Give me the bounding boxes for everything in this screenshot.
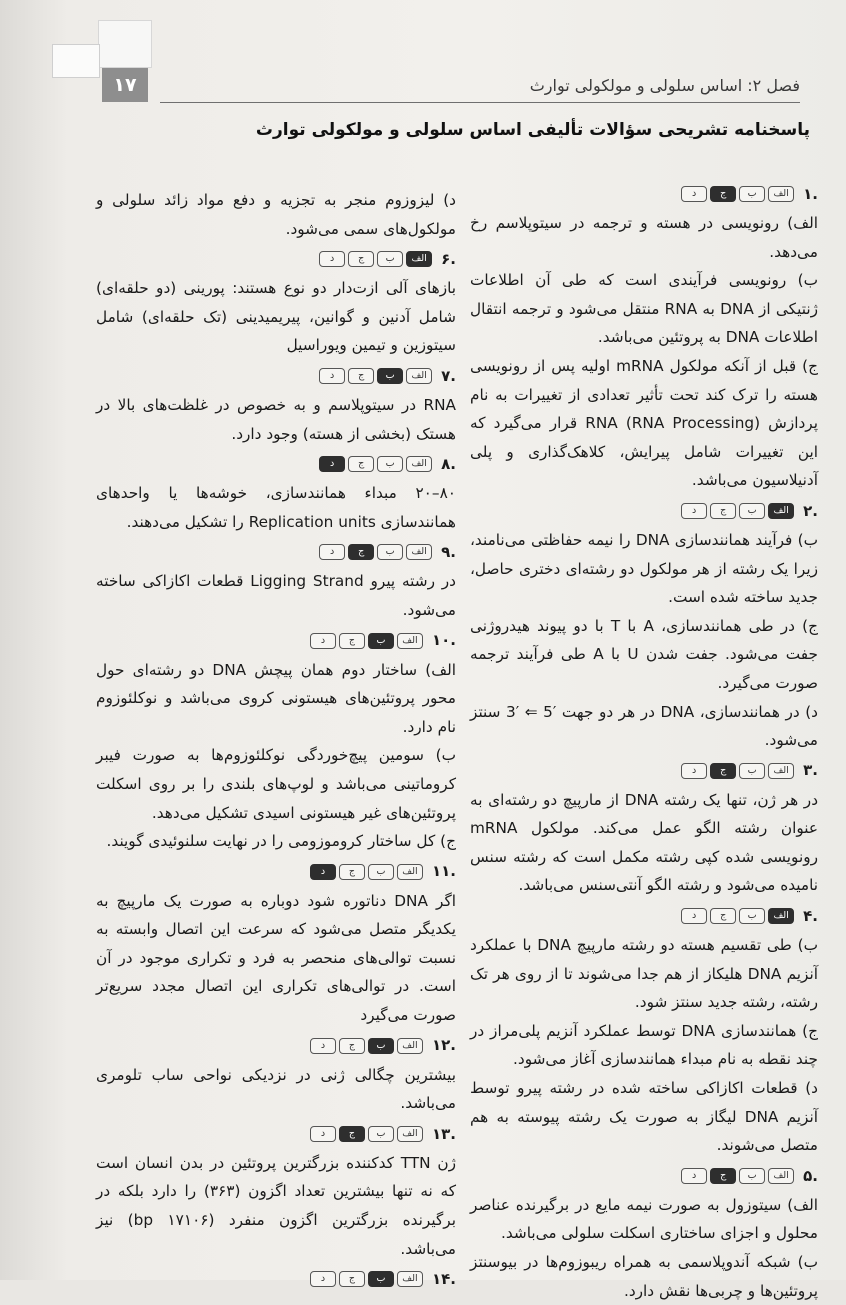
question-number: .۹ [441,543,456,562]
question-number: .۱۰ [431,631,456,650]
question-header [470,903,818,929]
option-box: الف [406,368,432,384]
option-box: ج [339,1038,365,1054]
answer-paragraph: ب) طی تقسیم هسته دو رشته مارپیچ DNA با عملکرد آنزیم DNA هلیکاز از هم جدا می‌شوند تا از روی هر تک رشته، رشته جدید سنتز شود. [470,936,818,1012]
option-box: د [681,763,707,779]
option-box: د [310,1271,336,1287]
page-number: ۱۷ [102,68,148,102]
answer-paragraph: ج) کل ساختار کروموزومی را در نهایت سلنوئیدی گویند. [106,832,456,851]
option-box: الف [397,1271,423,1287]
option-box: د [319,544,345,560]
answer-paragraph: ج) همانندسازی DNA توسط عملکرد آنزیم پلی‌مراز در چند نقطه به نام مبداء همانندسازی آغاز می‌شود. [470,1021,818,1069]
question-header [96,1266,456,1292]
answer-paragraph: الف) رونویسی در هسته و ترجمه در سیتوپلاسم رخ می‌دهد. [470,214,818,261]
correct-option-box: الف [768,503,794,519]
answer-paragraph: الف) ساختار دوم همان پیچش DNA دو رشته‌ای حول محور پروتئین‌های هیستونی کروی می‌باشد و نوکلئوزوم نام دارد. [96,660,456,736]
option-box: ج [710,503,736,519]
option-box: الف [397,1038,423,1054]
correct-option-box: د [310,864,336,880]
option-box: د [319,368,345,384]
option-box: ب [368,1126,394,1142]
answer-paragraph: RNA در سیتوپلاسم و به خصوص در غلظت‌های بالا در هستک (بخشی از هسته) وجود دارد. [96,395,456,443]
correct-option-box: ب [368,633,394,649]
option-box: د [310,1126,336,1142]
answer-paragraph: بیشترین چگالی ژنی در نزدیکی نواحی ساب تلومری می‌باشد. [96,1065,456,1113]
question-header [96,628,456,654]
option-box: ج [710,908,736,924]
section-title: پاسخنامه تشریحی سؤالات تألیفی اساس سلولی و مولکولی توارث [255,120,810,140]
option-box: ج [339,633,365,649]
question-header [470,181,818,207]
correct-option-box: ب [368,1271,394,1287]
option-box: د [319,251,345,267]
correct-option-box: ج [710,763,736,779]
option-box: الف [397,864,423,880]
answer-paragraph: د) لیزوزوم منجر به تجزیه و دفع مواد زائد سلولی و مولکول‌های سمی می‌شود. [96,191,456,238]
correct-option-box: الف [406,251,432,267]
chapter-title: فصل ۲: اساس سلولی و مولکولی توارث [529,75,800,95]
question-header [96,1033,456,1059]
running-header [160,68,800,103]
option-box: الف [768,763,794,779]
answer-paragraph: در هر ژن، تنها یک رشته DNA از مارپیچ دو رشته‌ای به عنوان رشته الگو عمل می‌کند. مولکول mRNA رونویسی شده کپی رشته مکمل است که رشته سنس نامیده می‌شود و رشته الگو آنتی‌سنس می‌باشد. [470,790,819,895]
question-number: .۴ [803,906,818,925]
answer-paragraph: ب) شبکه آندوپلاسمی به همراه ریبوزوم‌ها در بیوسنتز پروتئین‌ها و چربی‌ها نقش دارد. [470,1253,818,1300]
answer-paragraph: ب) فرآیند همانندسازی DNA را نیمه حفاظتی می‌نامند، زیرا یک رشته از هر مولکول دو رشته‌ای دختری حاصل، جدید ساخته شده است. [470,530,818,607]
question-number: .۷ [441,366,456,385]
correct-option-box: ج [339,1126,365,1142]
question-number: .۱۱ [431,862,456,881]
option-box: ب [739,186,765,202]
question-header [96,1121,456,1147]
answer-paragraph: اگر DNA دناتوره شود دوباره به صورت یک مارپیچ به یکدیگر متصل می‌شود که سرعت این اتصال وابسته به نسبت توالی‌های منحصر به فرد و تکراری موجود در آن است. در توالی‌های تکراری این اتصال مجدد سریع‌تر صورت می‌گیرد [96,891,456,1025]
question-number: .۸ [441,454,456,473]
answer-paragraph: د) در همانندسازی، DNA در هر دو جهت ′5 ⇐ ′3 سنتز می‌شود. [470,702,818,750]
correct-option-box: د [319,456,345,472]
question-number: .۱۳ [431,1124,456,1143]
option-box: ب [377,456,403,472]
option-box: ب [739,908,765,924]
question-header [470,498,818,524]
question-header [96,859,456,885]
option-box: الف [397,633,423,649]
answer-paragraph: بازهای آلی ازت‌دار دو نوع هستند: پورینی (دو حلقه‌ای) شامل آدنین و گوانین، پیریمیدینی (تک حلقه‌ای) شامل سیتوزین و تیمین ویوراسیل [96,279,456,355]
option-box: الف [768,1168,794,1184]
correct-option-box: ب [368,1038,394,1054]
option-box: د [310,633,336,649]
option-box: ج [348,368,374,384]
answer-paragraph: الف) سیتوزول به صورت نیمه مایع در برگیرنده عناصر محلول و اجزای ساختاری اسکلت سلولی می‌باشد. [470,1195,818,1243]
question-number: .۵ [803,1166,818,1185]
option-box: ج [348,456,374,472]
option-box: د [681,503,707,519]
question-number: .۱۲ [431,1036,456,1055]
option-box: د [681,186,707,202]
option-box: الف [406,544,432,560]
option-box: ج [348,251,374,267]
option-box: د [681,908,707,924]
answer-paragraph: ژن TTN کدکننده بزرگترین پروتئین در بدن انسان است که نه تنها بیشترین تعداد اگزون (۳۶۳) را دارد بلکه در برگیرنده بزرگترین اگزون منفرد (۱۷۱۰۶ bp) نیز می‌باشد. [96,1153,456,1258]
answer-paragraph: ب) سومین پیچ‌خوردگی نوکلئوزوم‌ها به صورت فیبر کروماتینی می‌باشد و لوپ‌های بلندی را بر روی اسکلت پروتئین‌های غیر هیستونی اسیدی تشکیل می‌دهد. [96,746,456,822]
option-box: ج [339,1271,365,1287]
option-box: د [681,1168,707,1184]
question-header [470,758,818,784]
decorative-corner-box [98,20,152,68]
question-header [96,539,456,565]
option-box: الف [768,186,794,202]
question-number: .۱۴ [431,1269,456,1288]
left-column [96,186,456,1294]
question-number: .۲ [803,501,818,520]
question-header [96,363,456,389]
correct-option-box: ج [710,186,736,202]
question-header [96,246,456,272]
decorative-corner-box [52,44,100,78]
correct-option-box: ب [377,368,403,384]
answer-paragraph: ب) رونویسی فرآیندی است که طی آن اطلاعات ژنتیکی از DNA به RNA منتقل می‌شود و ترجمه انتقال اطلاعات DNA به پروتئین می‌باشد. [470,271,818,347]
option-box: د [310,1038,336,1054]
question-header [470,1163,818,1189]
option-box: ب [739,1168,765,1184]
answer-paragraph: د) قطعات اکازاکی ساخته شده در رشته پیرو توسط آنزیم DNA لیگاز به صورت یک رشته پیوسته به هم متصل می‌شوند. [470,1079,818,1155]
option-box: الف [397,1126,423,1142]
option-box: ب [739,503,765,519]
option-box: ب [377,251,403,267]
answer-paragraph: ج) قبل از آنکه مولکول mRNA اولیه پس از رونویسی هسته را ترک کند تحت تأثیر تعدادی از تغییرات به نام پردازش RNA (RNA Processing) قرار می‌گیرد که این تغییرات شامل پیرایش، کلاهک‌گذاری و پلی آدنیلاسیون می‌باشد. [470,356,818,490]
question-number: .۶ [441,249,456,268]
answer-paragraph: ۸۰–۲۰ مبداء همانندسازی، خوشه‌ها یا واحدهای همانندسازی Replication units را تشکیل می‌دهند. [96,484,456,531]
question-number: .۱ [803,184,818,203]
option-box: ب [368,864,394,880]
correct-option-box: الف [768,908,794,924]
option-box: ب [377,544,403,560]
right-column [470,178,818,1305]
answer-paragraph: ج) در طی همانندسازی، A با T با دو پیوند هیدروژنی جفت می‌شود. جفت شدن U با A طی فرآیند ترجمه صورت می‌گیرد. [470,616,818,692]
question-number: .۳ [803,761,818,780]
option-box: ج [339,864,365,880]
answer-paragraph: در رشته پیرو Ligging Strand قطعات اکازاکی ساخته می‌شود. [96,572,456,619]
option-box: ب [739,763,765,779]
question-header [96,451,456,477]
option-box: الف [406,456,432,472]
correct-option-box: ج [710,1168,736,1184]
correct-option-box: ج [348,544,374,560]
